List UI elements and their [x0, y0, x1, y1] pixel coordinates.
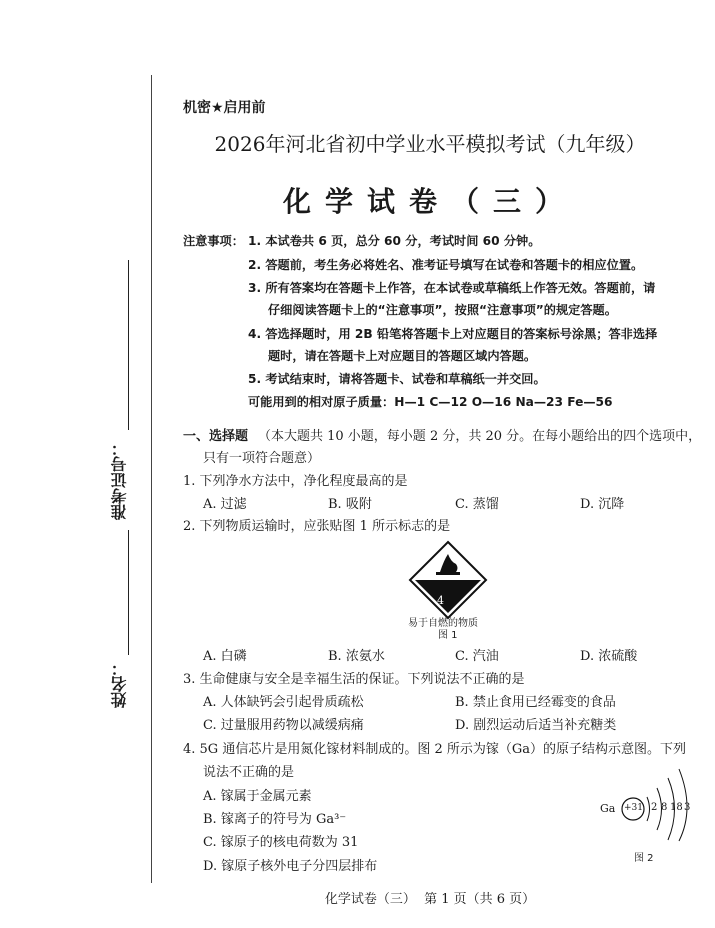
hazard-class-number: 4	[437, 594, 444, 607]
section-desc: （本大题共 10 小题，每小题 2 分，共 20 分。在每小题给出的四个选项中，	[258, 429, 702, 444]
question-stem: 说法不正确的是	[203, 765, 295, 780]
paper-subtitle: 化学试卷（三）	[282, 185, 577, 218]
atomic-mass-line: 可能用到的相对原子质量：H—1 C—12 O—16 Na—23 Fe—56	[248, 395, 613, 409]
shell-electrons: 2	[651, 802, 658, 813]
option-c: C. 过量服用药物以减缓病痛	[203, 718, 364, 733]
note-item: 3. 所有答案均在答题卡上作答，在本试卷或草稿纸上作答无效。答题前，请	[248, 281, 656, 295]
option-d: D. 浓硫酸	[580, 649, 638, 664]
nucleus-charge: +31	[624, 803, 643, 813]
notes-label: 注意事项：	[183, 234, 244, 248]
note-item: 5. 考试结束时，请将答题卡、试卷和草稿纸一并交回。	[248, 372, 546, 386]
note-item: 2. 答题前，考生务必将姓名、准考证号填写在试卷和答题卡的相应位置。	[248, 258, 644, 272]
option-b: B. 吸附	[328, 497, 372, 512]
note-item: 1. 本试卷共 6 页，总分 60 分，考试时间 60 分钟。	[248, 234, 541, 248]
secret-mark: 机密★启用前	[183, 100, 266, 116]
shell-electrons: 18	[670, 802, 683, 813]
question-stem: 4. 5G 通信芯片是用氮化镓材料制成的。图 2 所示为镓（Ga）的原子结构示意图。下列	[183, 742, 686, 757]
shell-electrons: 3	[684, 802, 691, 813]
option-d: D. 镓原子核外电子分四层排布	[203, 859, 378, 874]
binding-line	[151, 75, 152, 883]
option-b: B. 镓离子的符号为 Ga³⁻	[203, 812, 347, 827]
option-a: A. 过滤	[203, 497, 247, 512]
exam-id-line	[128, 260, 129, 430]
question-stem: 3. 生命健康与安全是幸福生活的保证。下列说法不正确的是	[183, 672, 525, 687]
shell-electrons: 8	[661, 802, 668, 813]
option-c: C. 汽油	[455, 649, 499, 664]
option-c: C. 蒸馏	[455, 497, 499, 512]
exam-id-label: 准考证号：	[110, 440, 129, 520]
note-item: 4. 答选择题时，用 2B 铅笔将答题卡上对应题目的答案标号涂黑；答非选择	[248, 327, 658, 341]
option-a: A. 人体缺钙会引起骨质疏松	[203, 695, 364, 710]
question-stem: 2. 下列物质运输时，应张贴图 1 所示标志的是	[183, 519, 451, 534]
note-item: 题时，请在答题卡上对应题目的答题区域内答题。	[268, 349, 537, 363]
exam-title: 2026年河北省初中学业水平模拟考试（九年级）	[214, 132, 646, 156]
note-item: 仔细阅读答题卡上的“注意事项”，按照“注意事项”的规定答题。	[268, 303, 617, 317]
option-d: D. 剧烈运动后适当补充糖类	[455, 718, 617, 733]
figure-label: 图 2	[634, 853, 654, 864]
question-stem: 1. 下列净水方法中，净化程度最高的是	[183, 474, 408, 489]
option-a: A. 镓属于金属元素	[203, 789, 312, 804]
name-line	[128, 530, 129, 655]
option-b: B. 禁止食用已经霉变的食品	[455, 695, 616, 710]
option-b: B. 浓氨水	[328, 649, 385, 664]
section-heading: 一、选择题	[183, 429, 249, 444]
option-a: A. 白磷	[203, 649, 247, 664]
page-footer: 化学试卷（三） 第 1 页（共 6 页）	[324, 892, 536, 907]
atom-symbol: Ga	[600, 802, 616, 815]
sign-caption: 易于自燃的物质	[408, 618, 478, 629]
option-d: D. 沉降	[580, 497, 625, 512]
figure-label: 图 1	[438, 630, 458, 641]
hazard-sign-figure	[408, 540, 488, 620]
option-c: C. 镓原子的核电荷数为 31	[203, 835, 359, 850]
name-label: 姓名：	[110, 660, 129, 708]
section-desc: 只有一项符合题意）	[203, 451, 321, 466]
